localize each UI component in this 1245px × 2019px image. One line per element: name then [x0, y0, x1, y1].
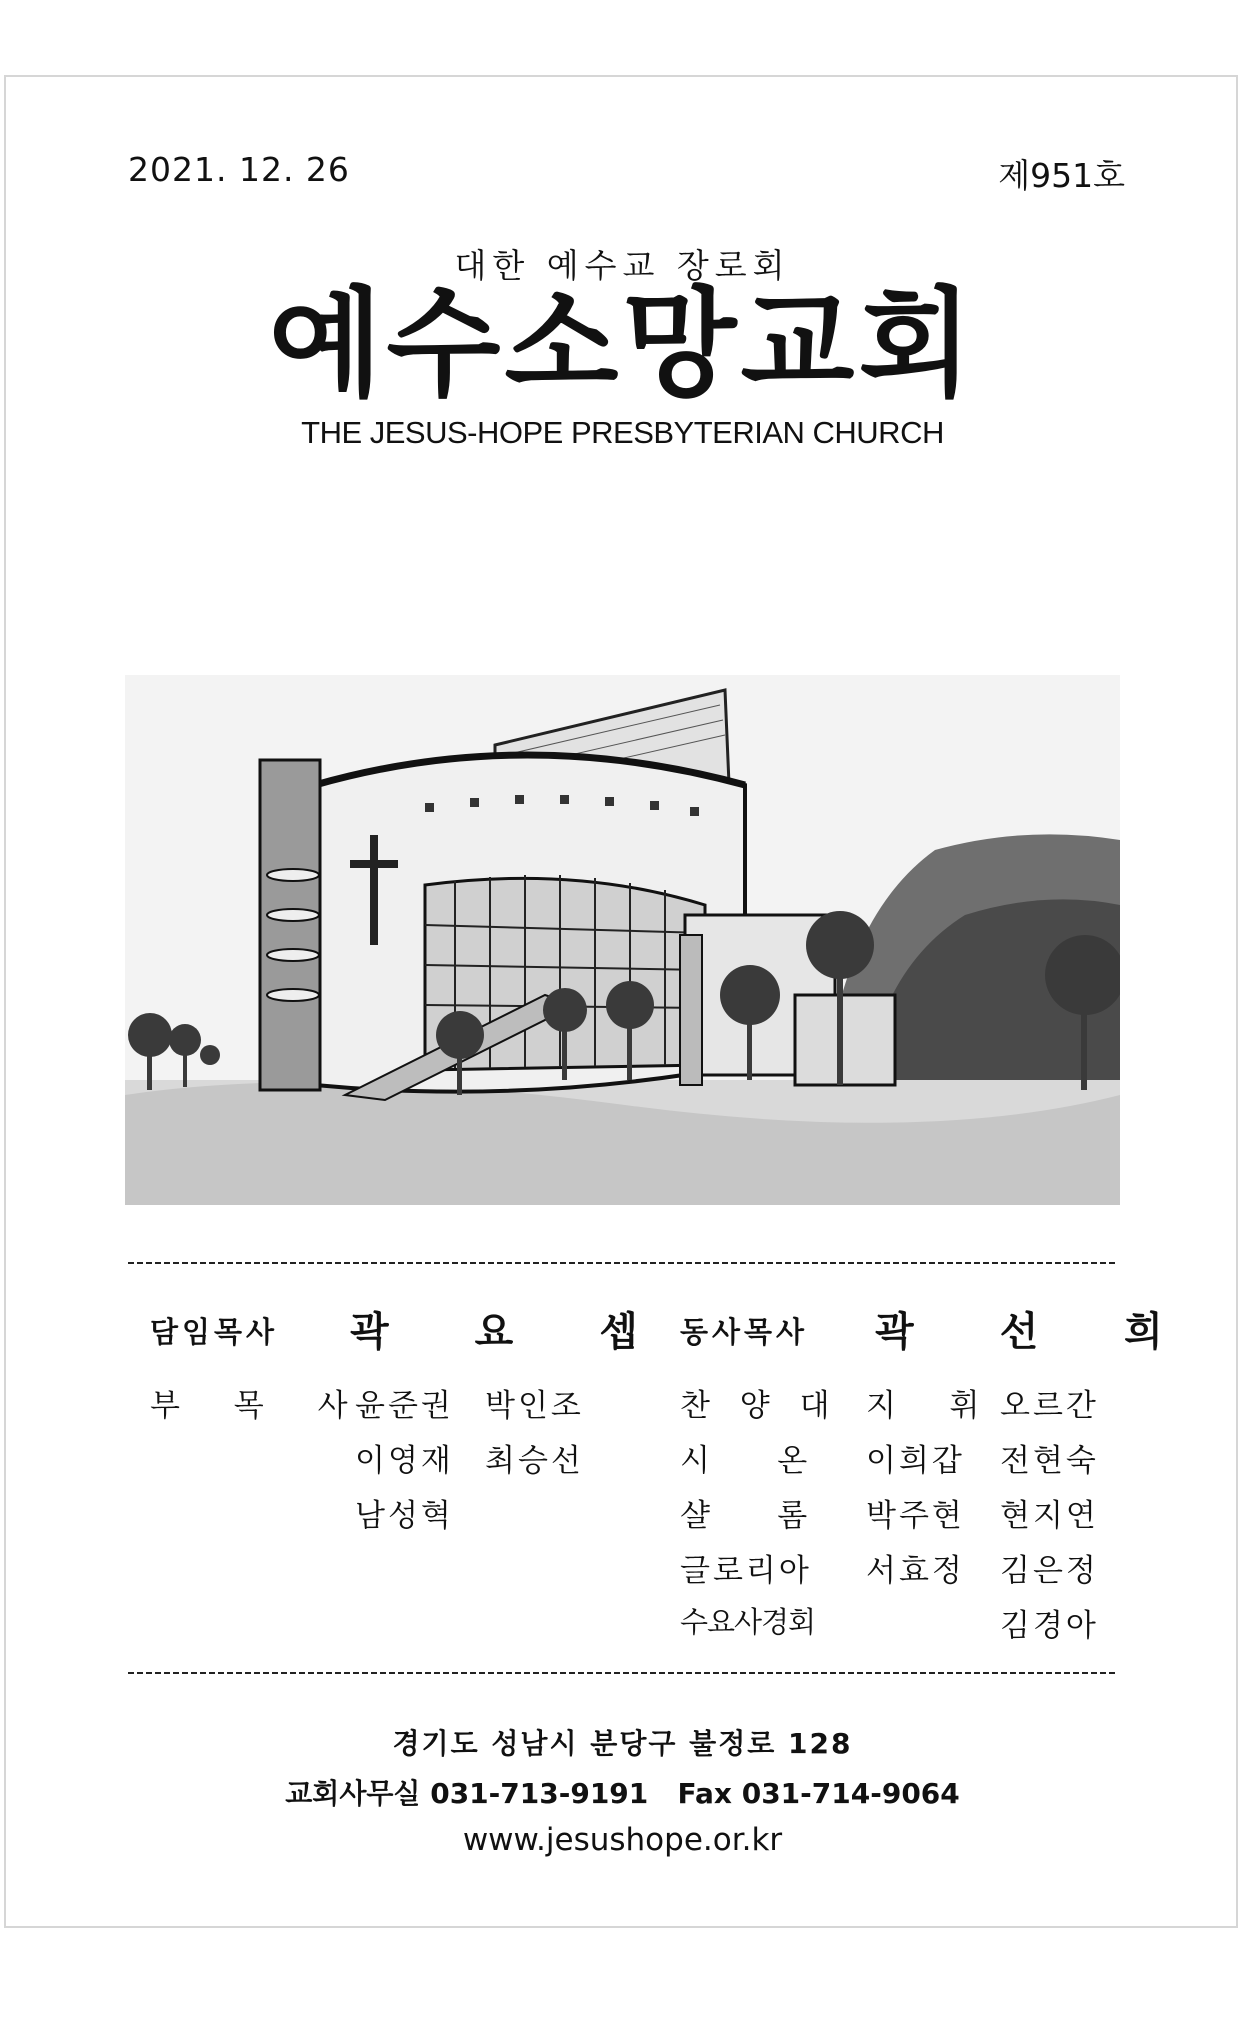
associate-name: 박인조: [485, 1388, 584, 1424]
choir-conductor: 이희갑: [866, 1443, 965, 1479]
choir-organist: 김은정: [1000, 1553, 1099, 1589]
choir-organist: 김경아: [1000, 1608, 1099, 1644]
church-address: 경기도 성남시 분당구 불정로 128: [392, 1727, 853, 1760]
associate-name: 남성혁: [355, 1498, 454, 1534]
church-name-english: THE JESUS-HOPE PRESBYTERIAN CHURCH: [301, 415, 944, 450]
senior-pastor-name: 곽 요 셉: [350, 1309, 674, 1355]
choir-organist: 현지연: [1000, 1498, 1099, 1534]
denomination: 대한 예수교 장로회: [454, 246, 791, 285]
choir-group: 수요사경회: [680, 1605, 816, 1639]
associate-name: 최승선: [485, 1443, 584, 1479]
co-pastor-name: 곽 선 희: [875, 1309, 1199, 1355]
co-pastor-label: 동사목사: [680, 1315, 809, 1349]
divider-top: [128, 1258, 1118, 1268]
church-illustration: [125, 675, 1120, 1205]
choir-group: 시 온: [680, 1443, 811, 1479]
senior-pastor-label: 담임목사: [150, 1315, 279, 1349]
choir-conductor: 지 휘: [866, 1388, 986, 1424]
associate-name: 윤준권: [355, 1388, 454, 1424]
choir-organist: 전현숙: [1000, 1443, 1099, 1479]
choir-organist: 오르간: [1000, 1388, 1099, 1424]
choir-conductor: 박주현: [866, 1498, 965, 1534]
issue-number: 제951호: [998, 156, 1125, 195]
choir-group: 글로리아: [680, 1553, 812, 1589]
divider-bottom: [128, 1668, 1118, 1678]
choir-group: 샬 롬: [680, 1498, 811, 1534]
church-phone: 교회사무실 031-713-9191 Fax 031-714-9064: [285, 1777, 960, 1810]
church-website[interactable]: www.jesushope.or.kr: [462, 1822, 783, 1858]
choir-group: 찬 양 대: [680, 1388, 840, 1424]
bulletin-date: 2021. 12. 26: [128, 150, 350, 189]
church-name: 예수소망교회: [268, 275, 977, 413]
choir-conductor: 서효정: [866, 1553, 965, 1589]
associate-name: 이영재: [355, 1443, 454, 1479]
associate-pastor-label: 부 목 사: [150, 1388, 370, 1424]
